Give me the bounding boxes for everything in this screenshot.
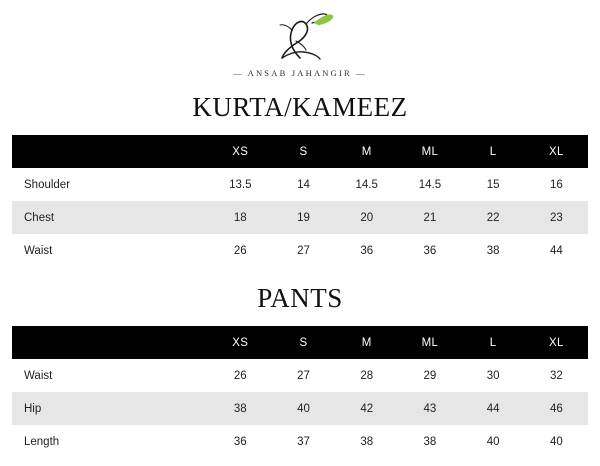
column-header-m: M bbox=[361, 145, 372, 158]
header-row bbox=[12, 135, 588, 168]
row-label-waist: Waist bbox=[24, 244, 53, 257]
cell-hip-xl: 46 bbox=[549, 402, 563, 415]
cell-waist-m: 28 bbox=[360, 369, 374, 382]
table-row bbox=[12, 168, 588, 201]
column-header-xs: XS bbox=[232, 336, 249, 349]
cell-waist-xs: 26 bbox=[233, 244, 247, 257]
cell-length-xl: 40 bbox=[549, 435, 563, 448]
table-row bbox=[12, 425, 588, 458]
column-header-l: L bbox=[489, 145, 497, 158]
cell-shoulder-xs: 13.5 bbox=[229, 178, 252, 191]
cell-shoulder-s: 14 bbox=[297, 178, 310, 191]
cell-waist-s: 27 bbox=[297, 369, 310, 382]
cell-length-m: 38 bbox=[360, 435, 374, 448]
cell-shoulder-l: 15 bbox=[486, 178, 500, 191]
cell-chest-ml: 21 bbox=[423, 211, 437, 224]
cell-waist-xs: 26 bbox=[233, 369, 247, 382]
cell-hip-l: 44 bbox=[486, 402, 500, 415]
cell-length-ml: 38 bbox=[423, 435, 437, 448]
ansab-jahangir-monogram-icon bbox=[0, 10, 600, 66]
cell-chest-xl: 23 bbox=[549, 211, 563, 224]
cell-waist-xl: 32 bbox=[549, 369, 563, 382]
row-label-hip: Hip bbox=[24, 402, 42, 415]
cell-shoulder-xl: 16 bbox=[549, 178, 563, 191]
column-header-l: L bbox=[489, 336, 497, 349]
table-header-kurta-kameez bbox=[12, 135, 588, 168]
cell-waist-m: 36 bbox=[360, 244, 374, 257]
cell-shoulder-m: 14.5 bbox=[355, 178, 378, 191]
section-title-kurta-kameez: KURTA/KAMEEZ bbox=[192, 92, 408, 122]
column-header-ml: ML bbox=[421, 145, 439, 158]
cell-waist-ml: 29 bbox=[423, 369, 437, 382]
size-table-pants bbox=[12, 326, 588, 458]
column-header-s: S bbox=[299, 145, 308, 158]
cell-chest-l: 22 bbox=[486, 211, 500, 224]
table-header-pants bbox=[12, 326, 588, 359]
column-header-xl: XL bbox=[549, 145, 564, 158]
column-header-s: S bbox=[299, 336, 308, 349]
cell-chest-xs: 18 bbox=[233, 211, 247, 224]
cell-length-l: 40 bbox=[486, 435, 500, 448]
brand-logo bbox=[0, 0, 600, 78]
cell-hip-xs: 38 bbox=[233, 402, 247, 415]
table-row bbox=[12, 234, 588, 267]
cell-length-s: 37 bbox=[297, 435, 310, 448]
row-label-waist: Waist bbox=[24, 369, 53, 382]
cell-hip-s: 40 bbox=[297, 402, 310, 415]
row-label-shoulder: Shoulder bbox=[24, 178, 71, 191]
cell-shoulder-ml: 14.5 bbox=[418, 178, 442, 191]
cell-waist-xl: 44 bbox=[549, 244, 563, 257]
column-header-xs: XS bbox=[232, 145, 249, 158]
table-row bbox=[12, 392, 588, 425]
cell-waist-l: 30 bbox=[486, 369, 500, 382]
table-row bbox=[12, 359, 588, 392]
cell-hip-ml: 43 bbox=[423, 402, 437, 415]
column-header-measurement bbox=[12, 326, 209, 359]
cell-waist-s: 27 bbox=[297, 244, 310, 257]
size-table-kurta-kameez bbox=[12, 135, 588, 267]
table-row bbox=[12, 201, 588, 234]
cell-waist-l: 38 bbox=[486, 244, 500, 257]
row-label-length: Length bbox=[24, 435, 60, 448]
section-title-pants: PANTS bbox=[257, 283, 343, 313]
column-header-ml: ML bbox=[421, 336, 439, 349]
cell-length-xs: 36 bbox=[233, 435, 247, 448]
cell-chest-m: 20 bbox=[360, 211, 374, 224]
brand-wordmark: — ANSAB JAHANGIR — bbox=[233, 68, 367, 78]
cell-waist-ml: 36 bbox=[423, 244, 437, 257]
column-header-xl: XL bbox=[549, 336, 564, 349]
cell-hip-m: 42 bbox=[360, 402, 374, 415]
row-label-chest: Chest bbox=[24, 211, 55, 224]
column-header-m: M bbox=[361, 336, 372, 349]
cell-chest-s: 19 bbox=[297, 211, 310, 224]
header-row bbox=[12, 326, 588, 359]
column-header-measurement bbox=[12, 135, 209, 168]
